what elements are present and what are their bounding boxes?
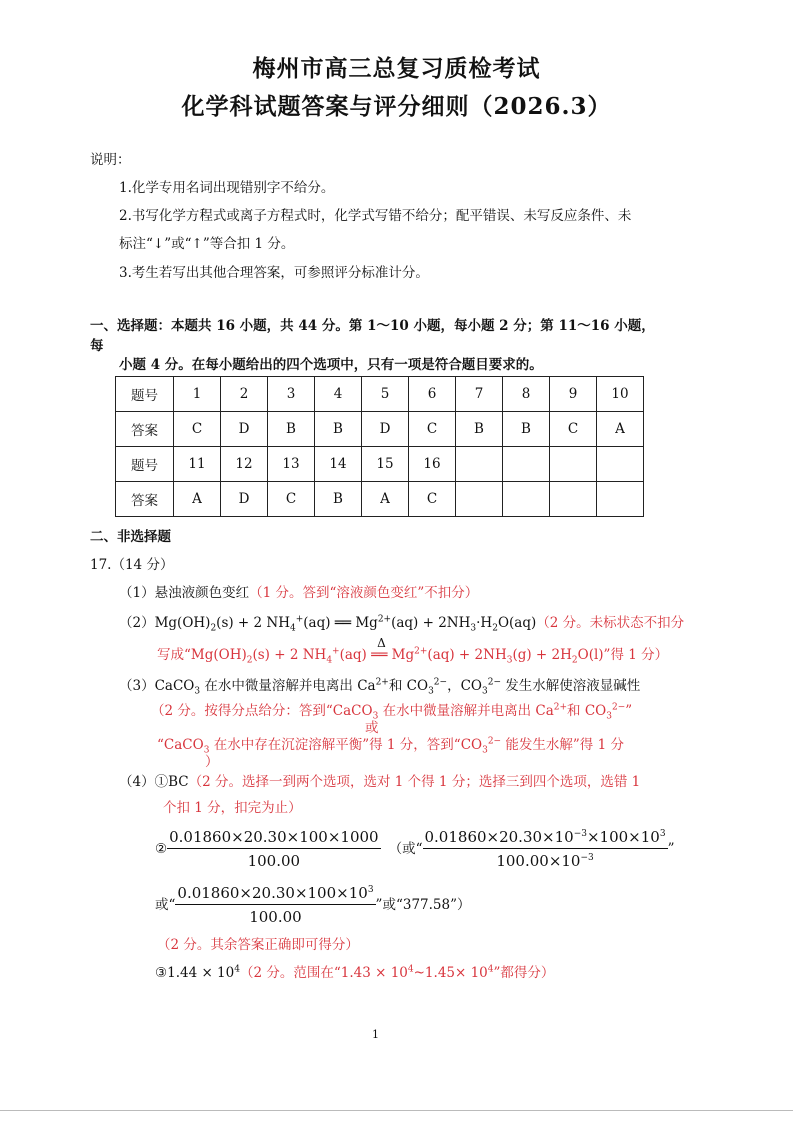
q17-part3-note2: “CaCO$_3$ 在水中存在沉淀溶解平衡”得 1 分，答到“$CO_3^{2-}$ 能发生水解”得 1 分 [157, 736, 624, 756]
table-row [116, 412, 644, 447]
table-cell: A [597, 412, 644, 447]
table-row [116, 377, 644, 412]
q17-part3: （3）CaCO$_3$ 在水中微量溶解并电离出 $Ca^{2+}$和 $CO_3^{2-}$，$CO_3^{2-}$ 发生水解使溶液显碱性 [119, 677, 641, 697]
table-cell: B [503, 412, 550, 447]
answer: $(2)Mg(OH)_2(s) + 2$ $NH_4^+(aq)$ ══ $Mg^{2+}(aq) + 2NH_3\cdot H_2O(aq)$ [119, 614, 537, 634]
q17-part3-note-or: 或 [365, 720, 379, 736]
table-cell: C [174, 412, 221, 447]
table-cell: 5 [362, 377, 409, 412]
table-cell: D [221, 412, 268, 447]
table-cell: 1 [174, 377, 221, 412]
q17-part3-note1: （2 分。按得分点给分：答到“CaCO$_3$ 在水中微量溶解并电离出 $Ca^{2+}$和 $CO_3^{2-}$” [151, 702, 633, 722]
table-cell: 11 [174, 447, 221, 482]
notes-heading: 说明： [90, 152, 131, 168]
q17-part4-1 [119, 774, 640, 790]
table-cell: D [221, 482, 268, 517]
table-cell: 题号 [116, 377, 174, 412]
q17-part3-note3: ） [205, 754, 219, 770]
circled-2: ② [155, 841, 168, 857]
q17-part1 [119, 585, 478, 601]
q17-part4-2-cont [155, 884, 471, 926]
table-cell: 3 [268, 377, 315, 412]
note-2: 2.书写化学方程式或离子方程式时，化学式写错不给分；配平错误、未写反应条件、未 [119, 208, 632, 224]
answer: （4）①BC [119, 774, 189, 790]
table-cell: 16 [409, 447, 456, 482]
table-cell: 2 [221, 377, 268, 412]
numerator: $0.01860\times 20.30\times 100\times 10^3$ [175, 884, 375, 905]
fraction-3 [175, 884, 375, 926]
section1-line1: 一、选择题：本题共 16 小题，共 44 分。第 1～10 小题，每小题 2 分；第 11～16 小题， [90, 318, 655, 334]
or-text: 或“ [155, 897, 176, 913]
table-cell: B [315, 482, 362, 517]
q17-part2-note: 写成“$Mg(OH)_2(s) + 2$ $NH_4^+(aq)$ Δ ══ $Mg^{2+}(aq) + 2NH_3(g) + 2H_2O(l)$”得 1 分） [157, 636, 669, 666]
table-cell: C [268, 482, 315, 517]
page-bottom-divider [0, 1110, 793, 1111]
table-row [116, 482, 644, 517]
table-cell: A [174, 482, 221, 517]
table-cell: 6 [409, 377, 456, 412]
numerator: 0.01860×20.30×100×1000 [167, 828, 380, 849]
table-cell: C [409, 412, 456, 447]
table-cell: 4 [315, 377, 362, 412]
title-line-1: 梅州市高三总复习质检考试 [252, 55, 541, 82]
table-row [116, 447, 644, 482]
section1-wrap: 每 [90, 338, 104, 354]
table-cell [503, 482, 550, 517]
answer: （1）悬浊液颜色变红 [119, 585, 250, 601]
denominator: 100.00 [249, 908, 302, 926]
table-cell: 15 [362, 447, 409, 482]
table-cell: B [315, 412, 362, 447]
note-3: 3.考生若写出其他合理答案，可参照评分标准计分。 [119, 265, 429, 281]
section2-heading: 二、非选择题 [90, 529, 171, 545]
q17-part4-2-note: （2 分。其余答案正确即可得分） [157, 937, 359, 953]
score-note: （1 分。答到“溶液颜色变红”不扣分） [249, 585, 479, 601]
or-text: （或“ [388, 841, 423, 857]
score-note: （2 分。选择一到两个选项，选对 1 个得 1 分；选择三到四个选项，选错 1 [188, 774, 641, 790]
note-1: 1.化学专用名词出现错别字不给分。 [119, 180, 335, 196]
table-cell [597, 482, 644, 517]
table-cell: C [409, 482, 456, 517]
fraction-2 [423, 828, 668, 870]
answer: ③1.44 × $10^4$ [155, 964, 240, 981]
table-cell: D [362, 412, 409, 447]
table-cell [550, 482, 597, 517]
numerator: $0.01860\times 20.30\times 10^{-3}\times 100\times 10^3$ [423, 828, 668, 849]
title-line-2: 化学科试题答案与评分细则（2026.3） [181, 93, 612, 120]
table-cell [456, 482, 503, 517]
answer-table [115, 376, 644, 517]
denominator: 100.00 [247, 852, 301, 870]
table-cell: 14 [315, 447, 362, 482]
table-cell: 题号 [116, 447, 174, 482]
q17-part2 [119, 614, 685, 634]
score-note: （2 分。范围在“$1.43 \times 10^4\sim 1.45\times 10^4$”都得分） [239, 964, 555, 981]
fraction-1 [167, 828, 380, 870]
table-cell: 8 [503, 377, 550, 412]
or-tail: ”或“377.58”） [375, 897, 471, 913]
score-note: （2 分。未标状态不扣分 [536, 615, 685, 631]
table-cell [597, 447, 644, 482]
table-cell [456, 447, 503, 482]
table-cell: 13 [268, 447, 315, 482]
table-cell [503, 447, 550, 482]
table-cell: 7 [456, 377, 503, 412]
q17-part4-2 [155, 828, 674, 870]
table-cell: 答案 [116, 482, 174, 517]
table-cell: 9 [550, 377, 597, 412]
q17-label: 17.（14 分） [90, 557, 174, 573]
table-cell: 10 [597, 377, 644, 412]
page-number: 1 [372, 1028, 379, 1041]
table-cell: B [456, 412, 503, 447]
q17-part4-note2: 个扣 1 分，扣完为止） [163, 800, 302, 816]
table-cell [550, 447, 597, 482]
section1-line2: 小题 4 分。在每小题给出的四个选项中，只有一项是符合题目要求的。 [119, 357, 543, 373]
table-cell: C [550, 412, 597, 447]
table-cell: 答案 [116, 412, 174, 447]
table-cell: 12 [221, 447, 268, 482]
q17-part4-3 [155, 965, 554, 981]
note-2-cont: 标注“↓”或“↑”等合扣 1 分。 [119, 236, 295, 252]
table-cell: B [268, 412, 315, 447]
quote: ” [667, 841, 675, 857]
denominator: $100.00\times 10^{-3}$ [496, 852, 594, 870]
table-cell: A [362, 482, 409, 517]
